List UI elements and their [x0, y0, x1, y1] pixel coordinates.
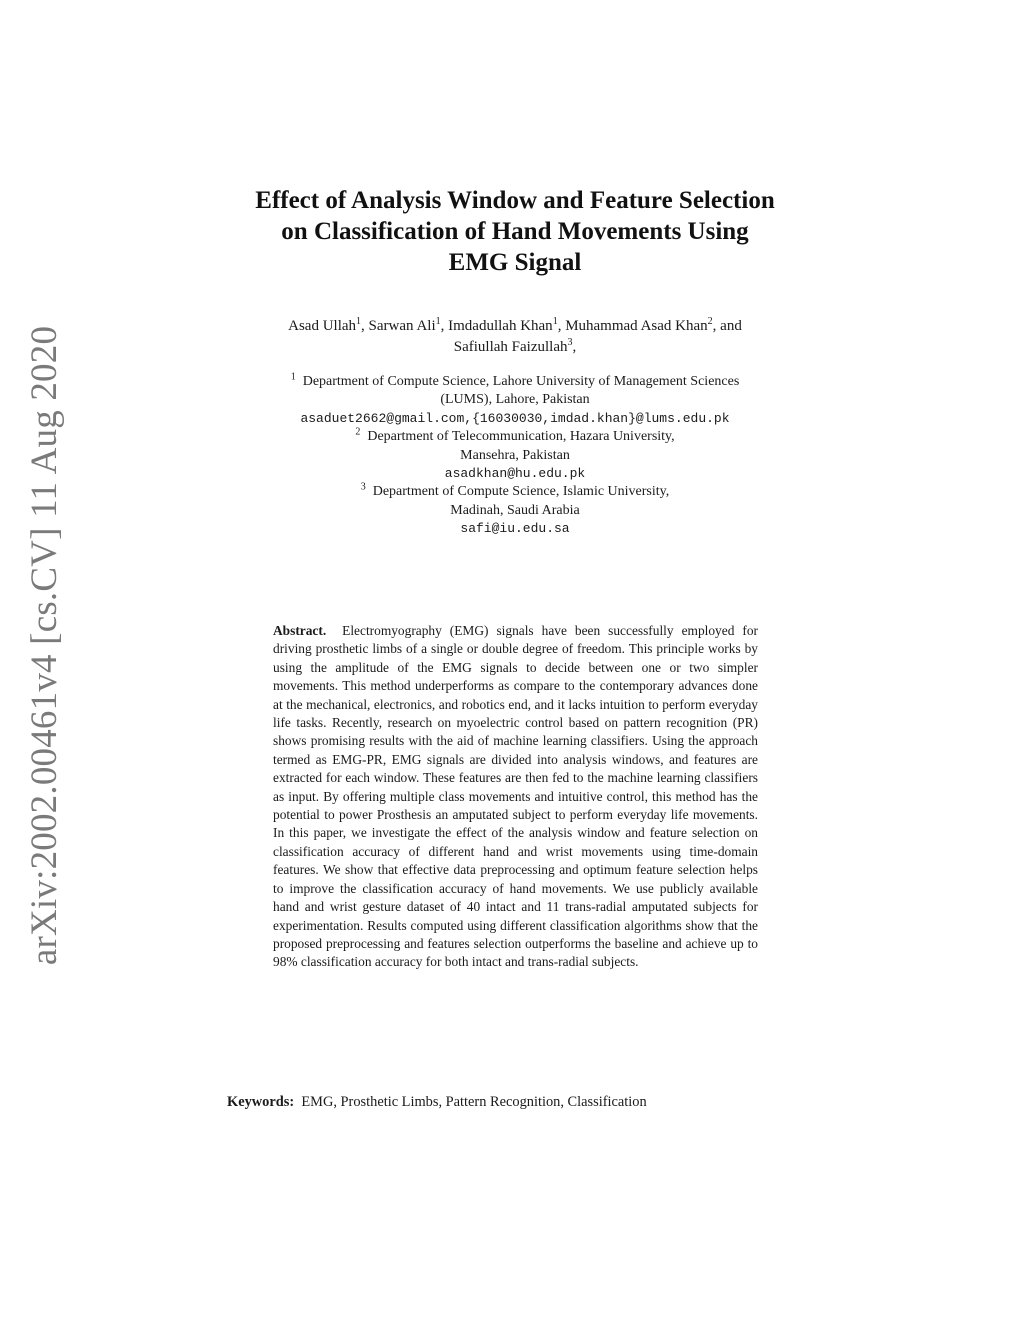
author-separator: , and: [712, 318, 742, 334]
affiliation-line: Madinah, Saudi Arabia: [450, 502, 580, 518]
title-line: on Classification of Hand Movements Using: [281, 218, 749, 245]
affiliation-email: asaduet2662@gmail.com,{16030030,imdad.khan}@lums.edu.pk: [300, 410, 730, 426]
author-name: Asad Ullah: [288, 318, 357, 334]
author-name: , Sarwan Ali: [361, 318, 436, 334]
arxiv-identifier: arXiv:2002.00461v4 [cs.CV] 11 Aug 2020: [24, 325, 66, 965]
title-line: Effect of Analysis Window and Feature Selection: [255, 187, 775, 214]
affiliation-line: [150, 483, 880, 501]
arxiv-sidebar-stamp: [20, 325, 70, 965]
author-affiliation-mark: 2: [707, 316, 713, 327]
abstract-text: Electromyography (EMG) signals have been successfully employed for driving prosthetic limbs of a single or double degree of freedom. This principle works by using the amplitude of the EMG signals to decide between one or two simpler movements. This method underperforms as compare to the contemporary advances done at the mechanical, electronics, and robotics end, and it lacks intuition to perform everyday life tasks. Recently, research on myoelectric control based on pattern recognition (PR) shows promising results with the aid of machine learning classifiers. Using the approach termed as EMG-PR, EMG signals are divided into analysis windows, and features are extracted for each window. These features are then fed to the machine learning classifiers as input. By offering multiple class movements and intuitive control, this method has the potential to power Prosthesis an amputated subject to perform everyday life movements. In this paper, we investigate the effect of the analysis window and feature selection on classification accuracy of different hand and wrist movements using time-domain features. We show that effective data preprocessing and optimum feature selection helps to improve the classification accuracy of hand movements. We use publicly available hand and wrist gesture dataset of 40 intact and 11 trans-radial amputated subjects for experimentation. Results computed using different classification algorithms show that the proposed preprocessing and features selection outperforms the baseline and achieve up to 98% classification accuracy for both intact and trans-radial subjects.: [273, 623, 758, 970]
paper-title: [180, 185, 850, 278]
author-list: [150, 316, 880, 358]
abstract-label: Abstract.: [273, 623, 327, 638]
author-line: [150, 337, 880, 358]
affiliation-email: asadkhan@hu.edu.pk: [444, 466, 586, 482]
keywords-text: EMG, Prosthetic Limbs, Pattern Recognition, Classification: [301, 1094, 647, 1110]
keywords-label: Keywords:: [227, 1094, 295, 1110]
affiliation-text: Department of Compute Science, Islamic University,: [372, 484, 670, 500]
author-name: , Muhammad Asad Khan: [557, 318, 708, 334]
affiliation-line: [150, 428, 880, 446]
affiliation-text: Department of Telecommunication, Hazara University,: [367, 429, 675, 445]
affiliation-email: safi@iu.edu.sa: [460, 521, 570, 537]
affiliation-mark: 2: [355, 426, 361, 438]
affiliation-line: (LUMS), Lahore, Pakistan: [440, 392, 590, 408]
author-line: [150, 316, 880, 337]
author-affiliation-mark: 3: [567, 337, 573, 348]
author-name: , Imdadullah Khan: [440, 318, 553, 334]
keywords: [227, 1094, 807, 1111]
author-name: Safiullah Faizullah: [453, 339, 568, 355]
abstract: [273, 622, 758, 972]
title-line: EMG Signal: [448, 249, 582, 276]
author-separator: ,: [572, 339, 577, 355]
affiliation-mark: 3: [360, 481, 366, 493]
author-affiliation-mark: 1: [435, 316, 441, 327]
affiliation-list: [150, 373, 880, 539]
affiliation-mark: 1: [290, 371, 296, 383]
affiliation-line: [150, 373, 880, 391]
affiliation-line: Mansehra, Pakistan: [460, 447, 570, 463]
author-affiliation-mark: 1: [356, 316, 362, 327]
author-affiliation-mark: 1: [552, 316, 558, 327]
affiliation-text: Department of Compute Science, Lahore University of Management Sciences: [302, 374, 740, 389]
